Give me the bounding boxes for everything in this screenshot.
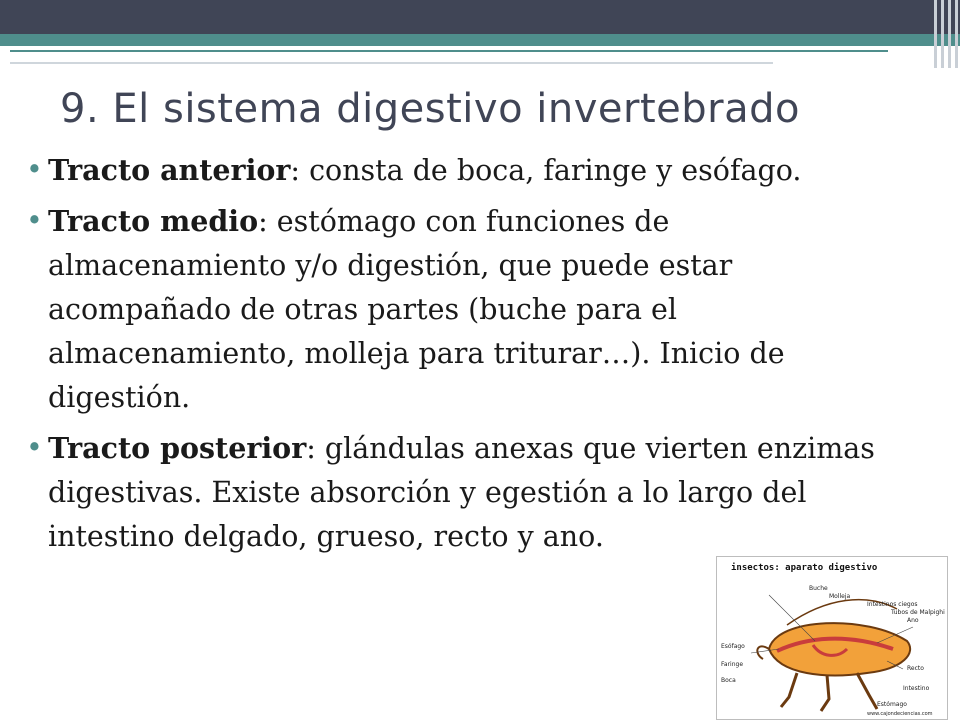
corner-decoration [932, 0, 960, 68]
bullet-text: : consta de boca, faringe y esófago. [290, 154, 802, 187]
label-intestinos-ciegos: Intestinos ciegos [867, 601, 918, 608]
divider-line [10, 62, 773, 64]
bullet-item [26, 426, 906, 559]
accent-band [0, 34, 960, 46]
label-site: www.cajondeciencias.com [867, 711, 933, 717]
bullet-text: : glándulas anexas que vierten enzimas digestivas. Existe absorción y egestión a lo largo del intestino delgado, grueso, recto y ano. [48, 432, 875, 553]
bullet-term: Tracto posterior [48, 431, 307, 465]
insect-illustration [717, 557, 947, 719]
bullet-icon: • [26, 204, 43, 237]
bullet-term: Tracto medio [48, 204, 259, 238]
label-recto: Recto [907, 665, 924, 672]
accent-line [10, 50, 888, 52]
figure-title: insectos: aparato digestivo [731, 563, 878, 573]
label-estomago: Estómago [877, 701, 907, 708]
label-faringe: Faringe [721, 661, 744, 668]
bullet-item [26, 148, 906, 193]
bullet-list [26, 148, 906, 565]
bullet-term: Tracto anterior [48, 153, 291, 187]
bullet-text: : estómago con funciones de almacenamiento y/o digestión, que puede estar acompañado de otras partes (buche para el almacenamiento, molleja para triturar…). Inicio de digestión. [48, 205, 785, 414]
bullet-item [26, 199, 906, 420]
header-band [0, 0, 960, 34]
label-tubos: Tubos de Malpighi [891, 609, 945, 616]
label-ano: Ano [907, 617, 919, 624]
bullet-icon: • [26, 153, 43, 186]
label-molleja: Molleja [829, 593, 851, 600]
bullet-icon: • [26, 431, 43, 464]
label-intestino: Intestino [903, 685, 930, 692]
label-esofago: Esófago [721, 643, 745, 650]
slide-title: 9. El sistema digestivo invertebrado [60, 86, 800, 132]
label-buche: Buche [809, 585, 828, 592]
label-boca: Boca [721, 677, 736, 684]
insect-digestive-diagram [716, 556, 948, 720]
